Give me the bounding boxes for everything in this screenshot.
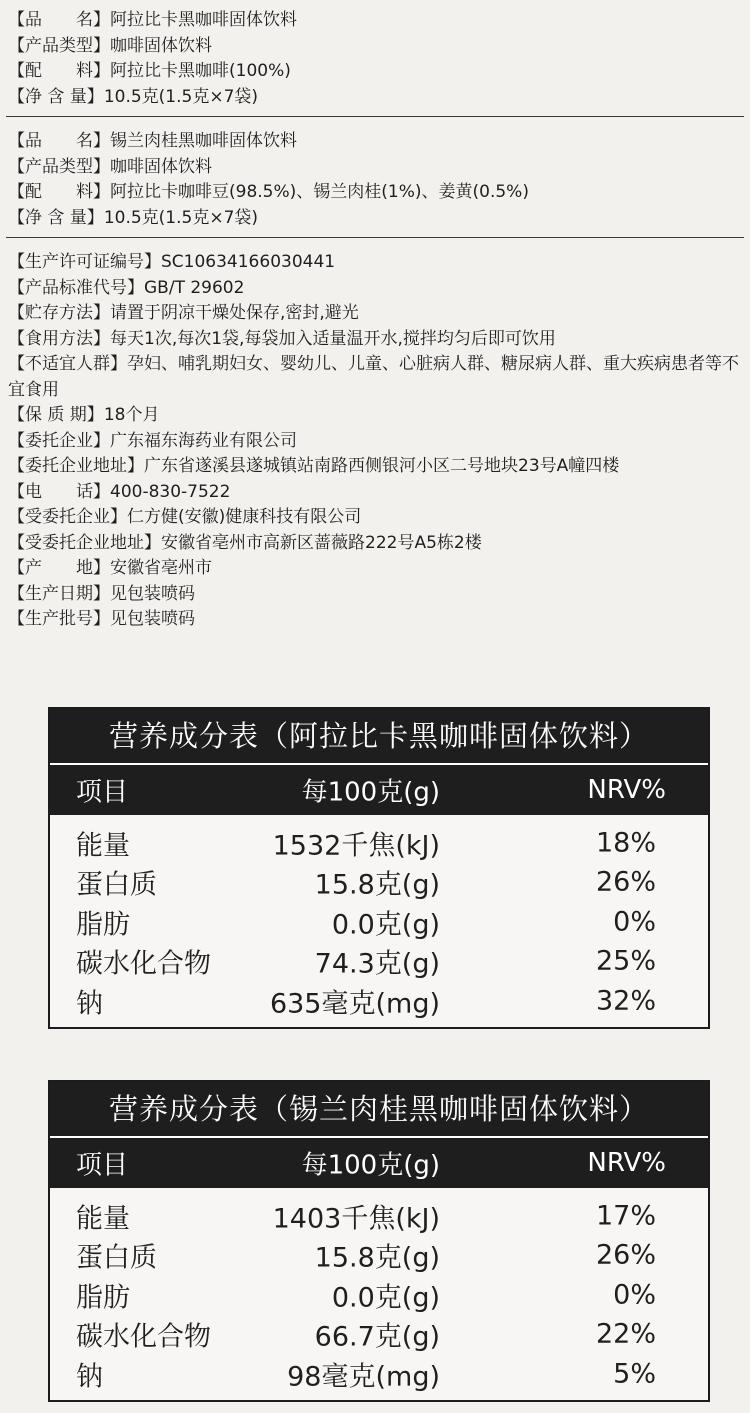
table-row: 能量 1532千焦(kJ) 18% — [76, 827, 656, 862]
nutrition-table-header — [50, 1136, 708, 1188]
info-row: 【食用方法】每天1次,每次1袋,每袋加入适量温开水,搅拌均匀后即可饮用 — [8, 328, 556, 349]
header-item: 项目 — [76, 777, 129, 808]
nutrition-table-title: 营养成分表（锡兰肉桂黑咖啡固体饮料） — [50, 1082, 708, 1136]
table-row: 碳水化合物 66.7克(g) 22% — [76, 1318, 656, 1353]
info-row: 【品 名】阿拉比卡黑咖啡固体饮料 — [8, 10, 297, 30]
nutrition-table-1 — [48, 707, 710, 1029]
table-row: 蛋白质 15.8克(g) 26% — [76, 866, 656, 901]
table-row: 钠 98毫克(mg) 5% — [76, 1358, 656, 1393]
info-row: 【产品类型】咖啡固体饮料 — [8, 156, 212, 177]
info-row: 【生产批号】见包装喷码 — [8, 609, 195, 629]
info-row: 【产 地】安徽省亳州市 — [8, 558, 212, 578]
table-row: 脂肪 0.0克(g) 0% — [76, 906, 656, 941]
info-row: 【电 话】400-830-7522 — [8, 481, 231, 502]
general-info-section — [0, 250, 750, 633]
product-1-section — [0, 8, 750, 110]
nutrition-table-title: 营养成分表（阿拉比卡黑咖啡固体饮料） — [50, 709, 708, 763]
table-row: 碳水化合物 74.3克(g) 25% — [76, 945, 656, 980]
header-item: 项目 — [76, 1150, 129, 1181]
header-nrv: NRV% — [587, 775, 666, 805]
info-row: 【保 质 期】18个月 — [8, 405, 160, 425]
nutrition-table-header — [50, 763, 708, 815]
info-row: 【受委托企业地址】安徽省亳州市高新区蔷薇路222号A5栋2楼 — [8, 532, 482, 553]
nutrition-table-2 — [48, 1080, 710, 1402]
info-row: 【配 料】阿拉比卡黑咖啡(100%) — [8, 61, 291, 81]
info-row: 【委托企业地址】广东省遂溪县遂城镇站南路西侧银河小区二号地块23号A幢四楼 — [8, 456, 620, 476]
info-row: 【产品类型】咖啡固体饮料 — [8, 35, 212, 56]
info-row: 【配 料】阿拉比卡咖啡豆(98.5%)、锡兰肉桂(1%)、姜黄(0.5%) — [8, 182, 529, 202]
table-row: 钠 635毫克(mg) 32% — [76, 985, 656, 1020]
info-row: 【净 含 量】10.5克(1.5克×7袋) — [8, 86, 259, 107]
info-row: 【不适宜人群】孕妇、哺乳期妇女、婴幼儿、儿童、心脏病人群、糖尿病人群、重大疾病患者等不宜食用 — [8, 354, 739, 400]
header-nrv: NRV% — [587, 1148, 666, 1178]
table-row: 能量 1403千焦(kJ) 17% — [76, 1200, 656, 1235]
info-row: 【生产许可证编号】SC10634166030441 — [8, 252, 336, 272]
table-row: 脂肪 0.0克(g) 0% — [76, 1279, 656, 1314]
info-row: 【受委托企业】仁方健(安徽)健康科技有限公司 — [8, 507, 362, 527]
product-2-section — [0, 129, 750, 231]
table-row: 蛋白质 15.8克(g) 26% — [76, 1239, 656, 1274]
header-per-100g: 每100克(g) — [301, 777, 440, 808]
info-row: 【生产日期】见包装喷码 — [8, 583, 195, 604]
header-per-100g: 每100克(g) — [301, 1150, 440, 1181]
info-row: 【产品标准代号】GB/T 29602 — [8, 277, 245, 298]
info-row: 【委托企业】广东福东海药业有限公司 — [8, 430, 297, 451]
info-row: 【品 名】锡兰肉桂黑咖啡固体饮料 — [8, 131, 297, 151]
info-row: 【贮存方法】请置于阴凉干燥处保存,密封,避光 — [8, 303, 359, 323]
info-row: 【净 含 量】10.5克(1.5克×7袋) — [8, 207, 259, 228]
